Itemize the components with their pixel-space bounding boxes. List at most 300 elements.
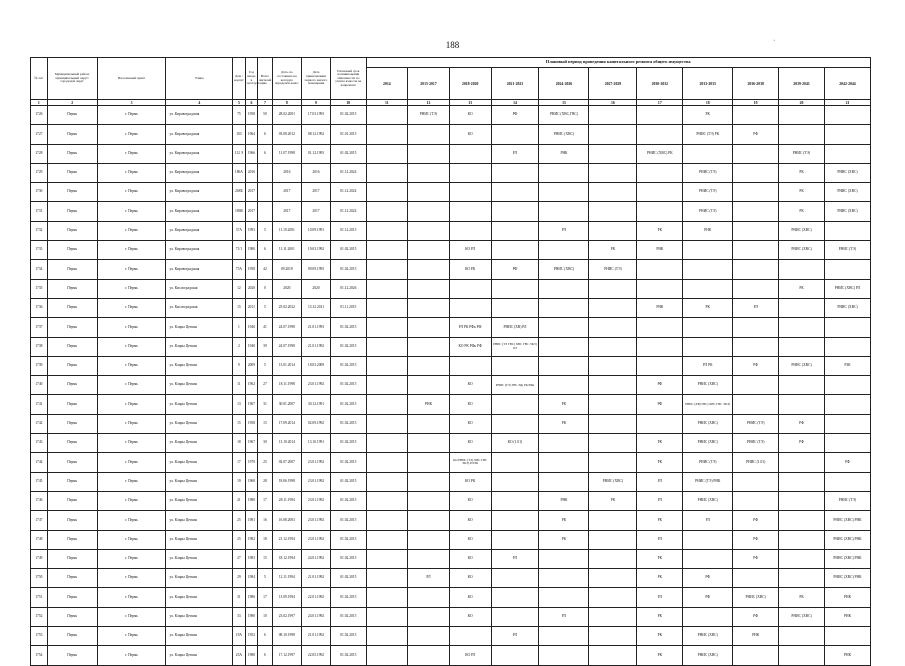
cell-plan-period: КО РК РФк РФ: [449, 337, 491, 356]
cell-plan-period: [539, 202, 589, 221]
cell-street: ул. Клары Цеткин: [166, 569, 233, 588]
cell-res: 30: [258, 434, 273, 453]
column-number: 2: [47, 100, 97, 106]
cell-no: 1752: [31, 607, 48, 626]
cell-res: 6: [258, 241, 273, 260]
cell-plan-period: РФ: [733, 530, 779, 549]
corner-mark: `: [773, 40, 776, 47]
column-number: 9: [301, 100, 330, 106]
column-number: 12: [408, 100, 450, 106]
cell-plan-period: [733, 221, 779, 240]
cell-plan-period: [366, 376, 408, 395]
cell-city: г. Пермь: [97, 202, 166, 221]
cell-plan-period: [824, 260, 870, 279]
cell-d3: 01.12.2026: [331, 279, 366, 298]
cell-year: 1962: [245, 376, 258, 395]
cell-plan-period: [491, 607, 539, 626]
header-year-built: Год ввода в эксплуатацию: [245, 58, 258, 100]
cell-res: 25: [258, 453, 273, 472]
cell-plan-period: [637, 202, 683, 221]
cell-city: г. Пермь: [97, 318, 166, 337]
cell-plan-period: [539, 549, 589, 568]
cell-d2: 10.09.1991: [301, 221, 330, 240]
cell-plan-period: [449, 183, 491, 202]
cell-res: 5: [258, 221, 273, 240]
cell-district: Пермь: [47, 472, 97, 491]
cell-street: ул. Кировоградская: [166, 202, 233, 221]
column-number: 7: [258, 100, 273, 106]
cell-d3: 01.12.2024: [331, 202, 366, 221]
cell-d3: 01.02.2015: [331, 318, 366, 337]
table-row: [31, 472, 871, 491]
cell-d1: 2016: [272, 163, 301, 182]
cell-plan-period: [366, 549, 408, 568]
cell-no: 1739: [31, 356, 48, 375]
cell-district: Пермь: [47, 376, 97, 395]
cell-district: Пермь: [47, 337, 97, 356]
cell-year: 1940: [245, 318, 258, 337]
cell-no: 1747: [31, 511, 48, 530]
cell-plan-period: [637, 106, 683, 125]
cell-plan-period: [539, 588, 589, 607]
cell-house: 186В: [233, 202, 246, 221]
header-year-4: 2024-2026: [539, 68, 589, 100]
cell-plan-period: РК: [637, 569, 683, 588]
cell-plan-period: РНИС (ХВС): [779, 221, 825, 240]
cell-plan-period: [589, 453, 637, 472]
cell-street: ул. Кировоградская: [166, 163, 233, 182]
cell-plan-period: [449, 298, 491, 317]
cell-plan-period: [589, 434, 637, 453]
cell-street: ул. Кировоградская: [166, 260, 233, 279]
cell-plan-period: [539, 472, 589, 491]
cell-d3: 01.12.2015: [331, 221, 366, 240]
cell-house: 18: [233, 434, 246, 453]
cell-d2: 13.10.1991: [301, 434, 330, 453]
cell-d2: 21.01.1992: [301, 337, 330, 356]
cell-city: г. Пермь: [97, 434, 166, 453]
cell-plan-period: РФ: [491, 106, 539, 125]
cell-d1: 2017: [272, 202, 301, 221]
cell-plan-period: [733, 183, 779, 202]
cell-plan-period: КО РК: [449, 472, 491, 491]
cell-plan-period: [589, 627, 637, 646]
cell-plan-period: РНИС (ХВС): [824, 202, 870, 221]
cell-city: г. Пермь: [97, 356, 166, 375]
cell-plan-period: [408, 221, 450, 240]
cell-plan-period: [491, 221, 539, 240]
cell-plan-period: РНИС (ТЭ): [733, 414, 779, 433]
cell-house: 37А: [233, 221, 246, 240]
cell-plan-period: [824, 318, 870, 337]
cell-street: ул. Клары Цеткин: [166, 588, 233, 607]
cell-d2: 17.03.1993: [301, 106, 330, 125]
cell-res: 17: [258, 491, 273, 510]
cell-district: Пермь: [47, 221, 97, 240]
cell-plan-period: [408, 376, 450, 395]
cell-plan-period: [824, 221, 870, 240]
cell-d1: 11.19.2001: [272, 221, 301, 240]
cell-no: 1742: [31, 414, 48, 433]
cell-res: 17: [258, 588, 273, 607]
cell-plan-period: КО: [449, 511, 491, 530]
cell-plan-period: РНИС (ТЭ ГВС) ХВС ГВС ЭКЭ) РЛ: [491, 337, 539, 356]
cell-year: 1952: [245, 627, 258, 646]
cell-house: 19А: [233, 627, 246, 646]
cell-plan-period: РК: [637, 221, 683, 240]
cell-plan-period: [779, 453, 825, 472]
cell-plan-period: [408, 318, 450, 337]
cell-d2: 23.01.1992: [301, 530, 330, 549]
cell-res: 42: [258, 260, 273, 279]
cell-city: г. Пермь: [97, 106, 166, 125]
header-year-2: 2018-2020: [449, 68, 491, 100]
cell-plan-period: РНИС (ХВС): [539, 260, 589, 279]
cell-plan-period: РК: [589, 241, 637, 260]
table-row: [31, 163, 871, 182]
cell-plan-period: [637, 183, 683, 202]
cell-street: ул. Клары Цеткин: [166, 356, 233, 375]
cell-d3: 01.11.2015: [331, 298, 366, 317]
cell-res: 0: [258, 279, 273, 298]
cell-d1: 28.02.2001: [272, 106, 301, 125]
cell-no: 1731: [31, 202, 48, 221]
cell-year: 2020: [245, 279, 258, 298]
cell-plan-period: РЛ: [637, 530, 683, 549]
cell-no: 1749: [31, 549, 48, 568]
cell-plan-period: [637, 414, 683, 433]
cell-plan-period: [733, 279, 779, 298]
cell-plan-period: [637, 279, 683, 298]
cell-plan-period: РЛ: [683, 511, 733, 530]
cell-plan-period: КО: [449, 549, 491, 568]
cell-year: 2016: [245, 163, 258, 182]
cell-no: 1730: [31, 183, 48, 202]
cell-plan-period: РНИС (ХВС) РНК: [824, 530, 870, 549]
cell-d3: 01.02.2015: [331, 376, 366, 395]
cell-plan-period: [539, 356, 589, 375]
cell-no: 1748: [31, 530, 48, 549]
cell-d3: 01.02.2015: [331, 491, 366, 510]
cell-plan-period: РФ: [779, 414, 825, 433]
cell-plan-period: [408, 627, 450, 646]
cell-plan-period: [824, 337, 870, 356]
cell-no: 1741: [31, 395, 48, 414]
cell-plan-period: РЛ: [539, 607, 589, 626]
table-row: [31, 144, 871, 163]
cell-d2: 13.12.2011: [301, 298, 330, 317]
cell-plan-period: [491, 453, 539, 472]
column-number: 5: [233, 100, 246, 106]
table-row: [31, 549, 871, 568]
cell-year: 1964: [245, 125, 258, 144]
table-row: [31, 569, 871, 588]
cell-house: 75: [233, 106, 246, 125]
cell-district: Пермь: [47, 395, 97, 414]
cell-plan-period: [408, 453, 450, 472]
cell-district: Пермь: [47, 260, 97, 279]
cell-plan-period: [779, 395, 825, 414]
cell-plan-period: РНИС (ХВС): [779, 356, 825, 375]
cell-plan-period: [779, 106, 825, 125]
cell-d2: 23.01.1992: [301, 491, 330, 510]
cell-plan-period: РЛ: [491, 549, 539, 568]
table-row: [31, 298, 871, 317]
table-row: [31, 395, 871, 414]
cell-plan-period: [366, 453, 408, 472]
cell-house: 2: [233, 337, 246, 356]
cell-plan-period: РК: [637, 434, 683, 453]
cell-year: 1958: [245, 106, 258, 125]
cell-d1: 18.12.1994: [272, 549, 301, 568]
column-number: 11: [366, 100, 408, 106]
cell-no: 1736: [31, 298, 48, 317]
cell-res: 15: [258, 549, 273, 568]
cell-plan-period: [733, 241, 779, 260]
cell-plan-period: КО: [449, 376, 491, 395]
cell-district: Пермь: [47, 453, 97, 472]
cell-plan-period: [589, 569, 637, 588]
cell-city: г. Пермь: [97, 125, 166, 144]
cell-plan-period: [779, 646, 825, 665]
cell-house: 29: [233, 569, 246, 588]
cell-city: г. Пермь: [97, 376, 166, 395]
cell-plan-period: [733, 569, 779, 588]
cell-d3: 01.02.2015: [331, 627, 366, 646]
cell-res: [258, 163, 273, 182]
cell-city: г. Пермь: [97, 298, 166, 317]
cell-street: ул. Кировоградская: [166, 144, 233, 163]
cell-plan-period: [539, 318, 589, 337]
cell-d3: 01.12.2024: [331, 183, 366, 202]
cell-plan-period: [733, 491, 779, 510]
cell-plan-period: [366, 491, 408, 510]
cell-city: г. Пермь: [97, 241, 166, 260]
cell-plan-period: РНИС (ХВС) РНК: [824, 569, 870, 588]
cell-plan-period: [733, 472, 779, 491]
cell-plan-period: [491, 356, 539, 375]
cell-d2: 19.03.1992: [301, 241, 330, 260]
cell-no: 1744: [31, 453, 48, 472]
cell-plan-period: РНИС (ХВС): [824, 298, 870, 317]
cell-d1: 24.07.1998: [272, 337, 301, 356]
cell-d1: 23.02.1997: [272, 607, 301, 626]
cell-plan-period: РК: [683, 106, 733, 125]
cell-city: г. Пермь: [97, 395, 166, 414]
cell-plan-period: [491, 530, 539, 549]
cell-plan-period: [449, 202, 491, 221]
cell-plan-period: РЛ: [491, 144, 539, 163]
cell-d2: 22.05.1992: [301, 646, 330, 665]
cell-street: ул. Клары Цеткин: [166, 337, 233, 356]
cell-plan-period: [366, 356, 408, 375]
cell-plan-period: [683, 607, 733, 626]
cell-year: 1988: [245, 646, 258, 665]
cell-city: г. Пермь: [97, 511, 166, 530]
cell-d2: 08.12.1992: [301, 125, 330, 144]
cell-year: 2017: [245, 202, 258, 221]
cell-res: 5: [258, 298, 273, 317]
cell-plan-period: [779, 125, 825, 144]
cell-plan-period: [733, 202, 779, 221]
cell-res: 5: [258, 356, 273, 375]
cell-plan-period: [366, 646, 408, 665]
cell-district: Пермь: [47, 318, 97, 337]
cell-plan-period: [824, 106, 870, 125]
cell-no: 1745: [31, 472, 48, 491]
cell-city: г. Пермь: [97, 472, 166, 491]
cell-plan-period: РНИС (ТЭ): [824, 491, 870, 510]
cell-res: [258, 202, 273, 221]
cell-plan-period: [408, 202, 450, 221]
cell-plan-period: [408, 125, 450, 144]
cell-street: ул. Кировоградская: [166, 125, 233, 144]
cell-d1: 08.10.1998: [272, 627, 301, 646]
cell-plan-period: РК: [779, 279, 825, 298]
cell-district: Пермь: [47, 569, 97, 588]
cell-plan-period: РЛ: [637, 491, 683, 510]
cell-plan-period: [366, 144, 408, 163]
cell-plan-period: [408, 472, 450, 491]
cell-plan-period: [589, 530, 637, 549]
cell-res: 6: [258, 144, 273, 163]
cell-plan-period: [408, 607, 450, 626]
cell-d2: 30.12.1991: [301, 395, 330, 414]
cell-plan-period: [637, 318, 683, 337]
cell-year: 1966: [245, 144, 258, 163]
cell-city: г. Пермь: [97, 414, 166, 433]
table-row: [31, 318, 871, 337]
cell-d1: 03.08.2012: [272, 125, 301, 144]
cell-no: 1726: [31, 106, 48, 125]
cell-street: ул. Клары Цеткин: [166, 472, 233, 491]
cell-d1: 2020: [272, 279, 301, 298]
cell-plan-period: [589, 125, 637, 144]
cell-year: 1986: [245, 588, 258, 607]
cell-plan-period: [589, 646, 637, 665]
cell-res: 5: [258, 569, 273, 588]
cell-plan-period: [589, 221, 637, 240]
cell-plan-period: [589, 298, 637, 317]
cell-plan-period: РК: [779, 202, 825, 221]
cell-res: 18: [258, 530, 273, 549]
header-year-5: 2027-2029: [589, 68, 637, 100]
cell-plan-period: [408, 434, 450, 453]
cell-year: 1983: [245, 549, 258, 568]
cell-d1: 17.12.1997: [272, 646, 301, 665]
cell-city: г. Пермь: [97, 337, 166, 356]
cell-plan-period: [589, 337, 637, 356]
cell-d1: 13.09.1994: [272, 588, 301, 607]
cell-plan-period: [366, 163, 408, 182]
cell-city: г. Пермь: [97, 530, 166, 549]
cell-plan-period: [366, 106, 408, 125]
table-row: [31, 125, 871, 144]
cell-plan-period: РНИС (ХВС): [824, 183, 870, 202]
cell-plan-period: [366, 260, 408, 279]
cell-plan-period: [366, 395, 408, 414]
cell-house: 21: [233, 491, 246, 510]
cell-plan-period: [539, 453, 589, 472]
cell-plan-period: [733, 318, 779, 337]
column-number: 17: [637, 100, 683, 106]
cell-plan-period: [637, 163, 683, 182]
cell-plan-period: [491, 125, 539, 144]
column-number: 21: [824, 100, 870, 106]
cell-city: г. Пермь: [97, 221, 166, 240]
cell-plan-period: РЛ: [408, 569, 450, 588]
cell-d2: 2017: [301, 183, 330, 202]
column-number: 20: [779, 100, 825, 106]
cell-plan-period: [824, 472, 870, 491]
cell-d2: 23.01.1992: [301, 453, 330, 472]
cell-plan-period: РЛ: [637, 588, 683, 607]
cell-district: Пермь: [47, 356, 97, 375]
cell-plan-period: РНК: [824, 646, 870, 665]
table-row: [31, 106, 871, 125]
cell-plan-period: [491, 511, 539, 530]
cell-street: ул. Кировоградская: [166, 241, 233, 260]
cell-d2: 24.01.1992: [301, 549, 330, 568]
table-row: [31, 260, 871, 279]
cell-house: 31: [233, 588, 246, 607]
cell-plan-period: РНИС (ХВС,ГВС): [539, 106, 589, 125]
cell-plan-period: [449, 221, 491, 240]
cell-plan-period: РНК: [539, 144, 589, 163]
cell-plan-period: [733, 395, 779, 414]
cell-plan-period: [408, 163, 450, 182]
cell-district: Пермь: [47, 106, 97, 125]
cell-plan-period: [366, 607, 408, 626]
cell-city: г. Пермь: [97, 607, 166, 626]
cell-d1: 13.01.2014: [272, 356, 301, 375]
cell-plan-period: [824, 144, 870, 163]
cell-d1: 21.12.1994: [272, 530, 301, 549]
cell-plan-period: [589, 163, 637, 182]
cell-house: 268Б: [233, 183, 246, 202]
cell-d2: 02.09.1992: [301, 414, 330, 433]
cell-plan-period: [408, 144, 450, 163]
cell-plan-period: РНИС (ТЭ): [408, 106, 450, 125]
cell-district: Пермь: [47, 202, 97, 221]
table-row: [31, 511, 871, 530]
cell-plan-period: РНК: [683, 221, 733, 240]
cell-plan-period: [779, 569, 825, 588]
cell-street: ул. Клары Цеткин: [166, 414, 233, 433]
cell-street: ул. Кислоградская: [166, 298, 233, 317]
cell-plan-period: [491, 202, 539, 221]
cell-d3: 01.02.2015: [331, 607, 366, 626]
header-street: Улица: [166, 58, 233, 100]
cell-plan-period: КО: [449, 414, 491, 433]
cell-plan-period: [408, 491, 450, 510]
cell-d1: 11.11.2001: [272, 241, 301, 260]
table-row: [31, 588, 871, 607]
cell-plan-period: РФ: [733, 356, 779, 375]
cell-plan-period: РНК: [733, 627, 779, 646]
cell-plan-period: РФ: [733, 125, 779, 144]
cell-district: Пермь: [47, 511, 97, 530]
cell-no: 1734: [31, 260, 48, 279]
cell-d3: 01.02.2015: [331, 395, 366, 414]
cell-year: 1967: [245, 434, 258, 453]
cell-res: 31: [258, 395, 273, 414]
cell-plan-period: РНИС (ХВС): [683, 434, 733, 453]
cell-city: г. Пермь: [97, 163, 166, 182]
cell-year: 2009: [245, 356, 258, 375]
cell-plan-period: [589, 588, 637, 607]
cell-plan-period: [539, 376, 589, 395]
